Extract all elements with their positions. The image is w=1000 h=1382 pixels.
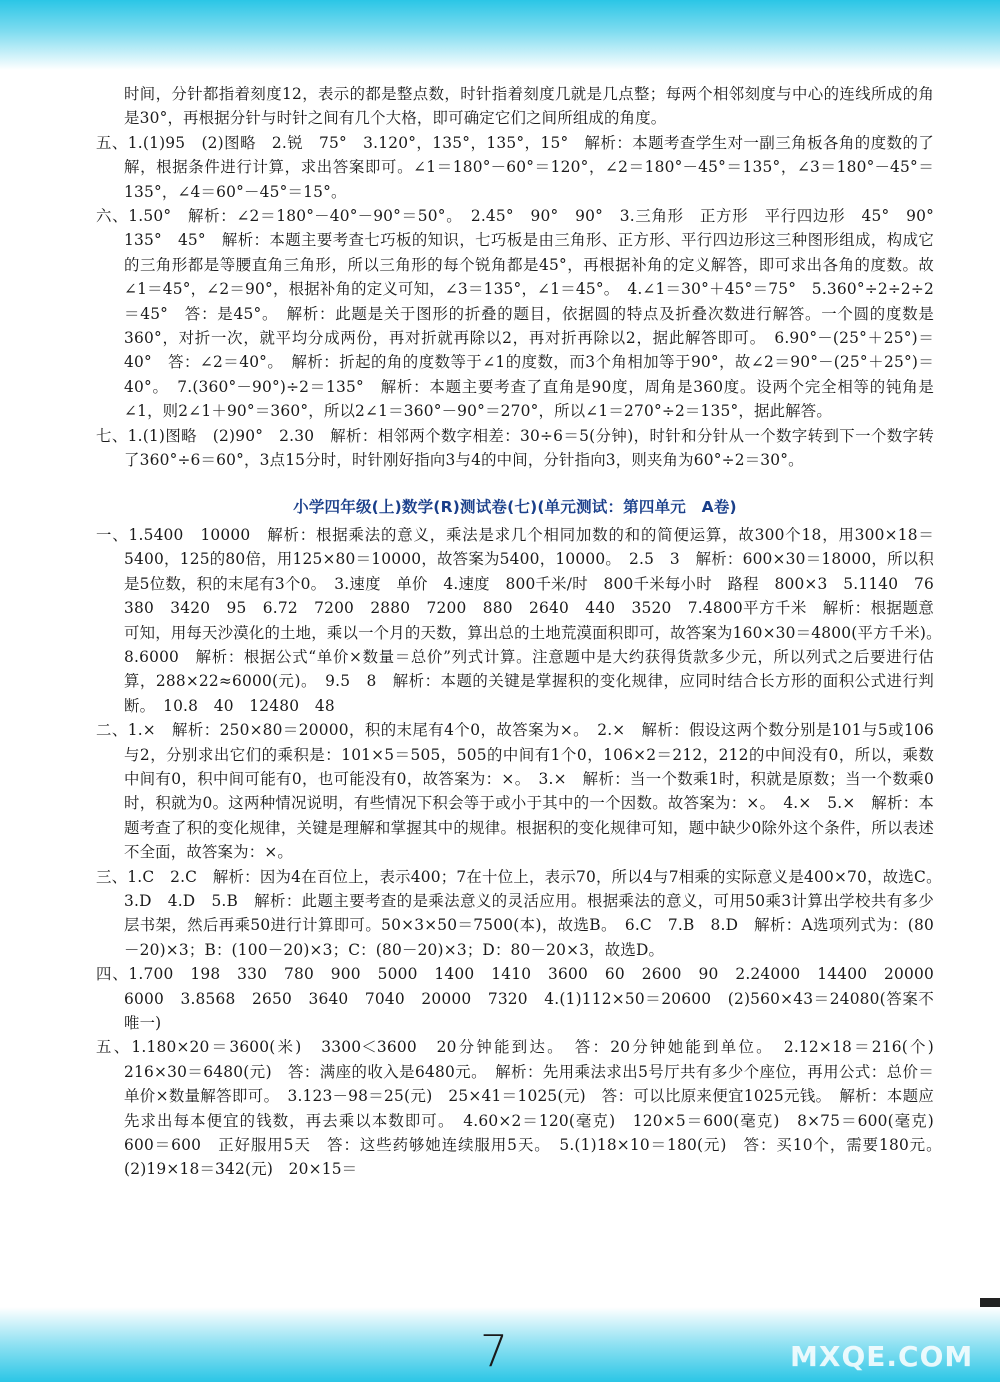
paragraph-continuation: 时间，分针都指着刻度12，表示的都是整点数，时针指着刻度几就是几点整；每两个相邻刻度与中心的连线所成的角是30°，再根据分针与时针之间有几个大格，即可确定它们之间所组成的角度。 xyxy=(124,85,934,128)
answer-section-5b: 五、1.180×20＝3600(米) 3300＜3600 20分钟能到达。 答：20分钟她能到单位。 2.12×18＝216(个) 216×30＝6480(元) 答：满座的收入是6480元。 解析：先用乘法求出5号厅共有多少个座位，再用公式：总价＝单价×数量解答即可。 3.123－98＝25(元) 25×41＝1025(元) 答：可以比原来便宜1025元钱。 解析：本题应先求出每本便宜的钱数，再去乘以本数即可。 4.60×2＝120(毫克) 120×5＝600(毫克) 8×75＝600(毫克) 600＝600 正好服用5天 答：这些药够她连续服用5天。 5.(1)18×10＝180(元) 答：买10个，需要180元。 (2)19×18＝342(元) 20×15＝ xyxy=(96,1038,950,1179)
top-decorative-band xyxy=(0,0,1000,70)
answer-content xyxy=(96,82,950,1182)
page-number: 7 xyxy=(480,1326,508,1377)
answer-section-6: 六、1.50° 解析：∠2＝180°－40°－90°＝50°。 2.45° 90° 90° 3.三角形 正方形 平行四边形 45° 90° 135° 45° 解析：本题主要考查七巧板的知识，七巧板是由三角形、正方形、平行四边形这三种图形组成，构成它的三角形都是等腰直角三角形，所以三角形的每个锐角都是45°，再根据补角的定义解答，即可求出各角的度数。故∠1＝45°，∠2＝90°，根据补角的定义可知，∠3＝135°，∠1＝45°。 4.∠1＝30°＋45°＝75° 5.360°÷2÷2÷2＝45° 答：是45°。 解析：此题是关于图形的折叠的题目，依据圆的特点及折叠次数进行解答。一个圆的度数是360°，对折一次，就平均分成两份，再对折就再除以2，再对折再除以2，据此解答即可。 6.90°－(25°＋25°)＝40° 答：∠2＝40°。 解析：折起的角的度数等于∠1的度数，而3个角相加等于90°，故∠2＝90°－(25°＋25°)＝40°。 7.(360°－90°)÷2＝135° 解析：本题主要考查了直角是90度，周角是360度。设两个完全相等的钝角是∠1，则2∠1＋90°＝360°，所以2∠1＝360°－90°＝270°，所以∠1＝270°÷2＝135°，据此解答。 xyxy=(96,207,950,421)
answer-section-1: 一、1.5400 10000 解析：根据乘法的意义，乘法是求几个相同加数的和的简便运算，故300个18，用300×18＝5400，125的80倍，用125×80＝10000，故答案为5400，10000。 2.5 3 解析：600×30＝18000，所以积是5位数，积的末尾有3个0。 3.速度 单价 4.速度 800千米/时 800千米每小时 路程 800×3 5.1140 76 380 3420 95 6.72 7200 2880 7200 880 2640 440 3520 7.4800平方千米 解析：根据题意可知，用每天沙漠化的土地，乘以一个月的天数，算出总的土地荒漠面积即可，故答案为160×30＝4800(平方千米)。 8.6000 解析：根据公式“单价×数量＝总价”列式计算。注意题中是大约获得货款多少元，所以列式之后要进行估算，288×22≈6000(元)。 9.5 8 解析：本题的关键是掌握积的变化规律，应同时结合长方形的面积公式进行判断。 10.8 40 12480 48 xyxy=(96,525,950,715)
answer-section-4: 四、1.700 198 330 780 900 5000 1400 1410 3600 60 2600 90 2.24000 14400 20000 6000 3.8568 2650 3640 7040 20000 7320 4.(1)112×50＝20600 (2)560×43＝24080(答案不唯一) xyxy=(96,965,950,1033)
section-title: 小学四年级(上)数学(R)测试卷(七)(单元测试：第四单元 A卷) xyxy=(293,497,737,516)
watermark: MXQE.COM xyxy=(790,1340,974,1373)
answer-section-5: 五、1.(1)95 (2)图略 2.锐 75° 3.120°，135°，135°，15° 解析：本题考查学生对一副三角板各角的度数的了解，根据条件进行计算，求出答案即可。∠1＝180°－60°＝120°，∠2＝180°－45°＝135°，∠3＝180°－45°＝135°，∠4＝60°－45°＝15°。 xyxy=(96,133,934,201)
answer-section-2: 二、1.× 解析：250×80＝20000，积的末尾有4个0，故答案为×。 2.× 解析：假设这两个数分别是101与5或106与2，分别求出它们的乘积是：101×5＝505，505的中间有1个0，106×2＝212，212的中间没有0，所以，乘数中间有0，积中间可能有0，也可能没有0，故答案为：×。 3.× 解析：当一个数乘1时，积就是原数；当一个数乘0时，积就为0。这两种情况说明，有些情况下积会等于或小于其中的一个因数。故答案为：×。 4.× 5.× 解析：本题考查了积的变化规律，关键是理解和掌握其中的规律。根据积的变化规律可知，题中缺少0除外这个条件，所以表述不全面，故答案为：×。 xyxy=(96,721,934,862)
answer-section-7: 七、1.(1)图略 (2)90° 2.30 解析：相邻两个数字相差：30÷6＝5(分钟)，时针和分针从一个数字转到下一个数字转了360°÷6＝60°，3点15分时，时针刚好指向3与4的中间，分针指向3，则夹角为60°÷2＝30°。 xyxy=(96,426,934,470)
answer-section-3: 三、1.C 2.C 解析：因为4在百位上，表示400；7在十位上，表示70，所以4与7相乘的实际意义是400×70，故选C。 3.D 4.D 5.B 解析：此题主要考查的是乘法意义的灵活应用。根据乘法的意义，可用50乘3计算出学校共有多少层书架，然后再乘50进行计算即可。50×3×50＝7500(本)，故选B。 6.C 7.B 8.D 解析：A选项列式为：(80－20)×3；B：(100－20)×3；C：(80－20)×3；D：80－20×3，故选D。 xyxy=(96,867,950,959)
